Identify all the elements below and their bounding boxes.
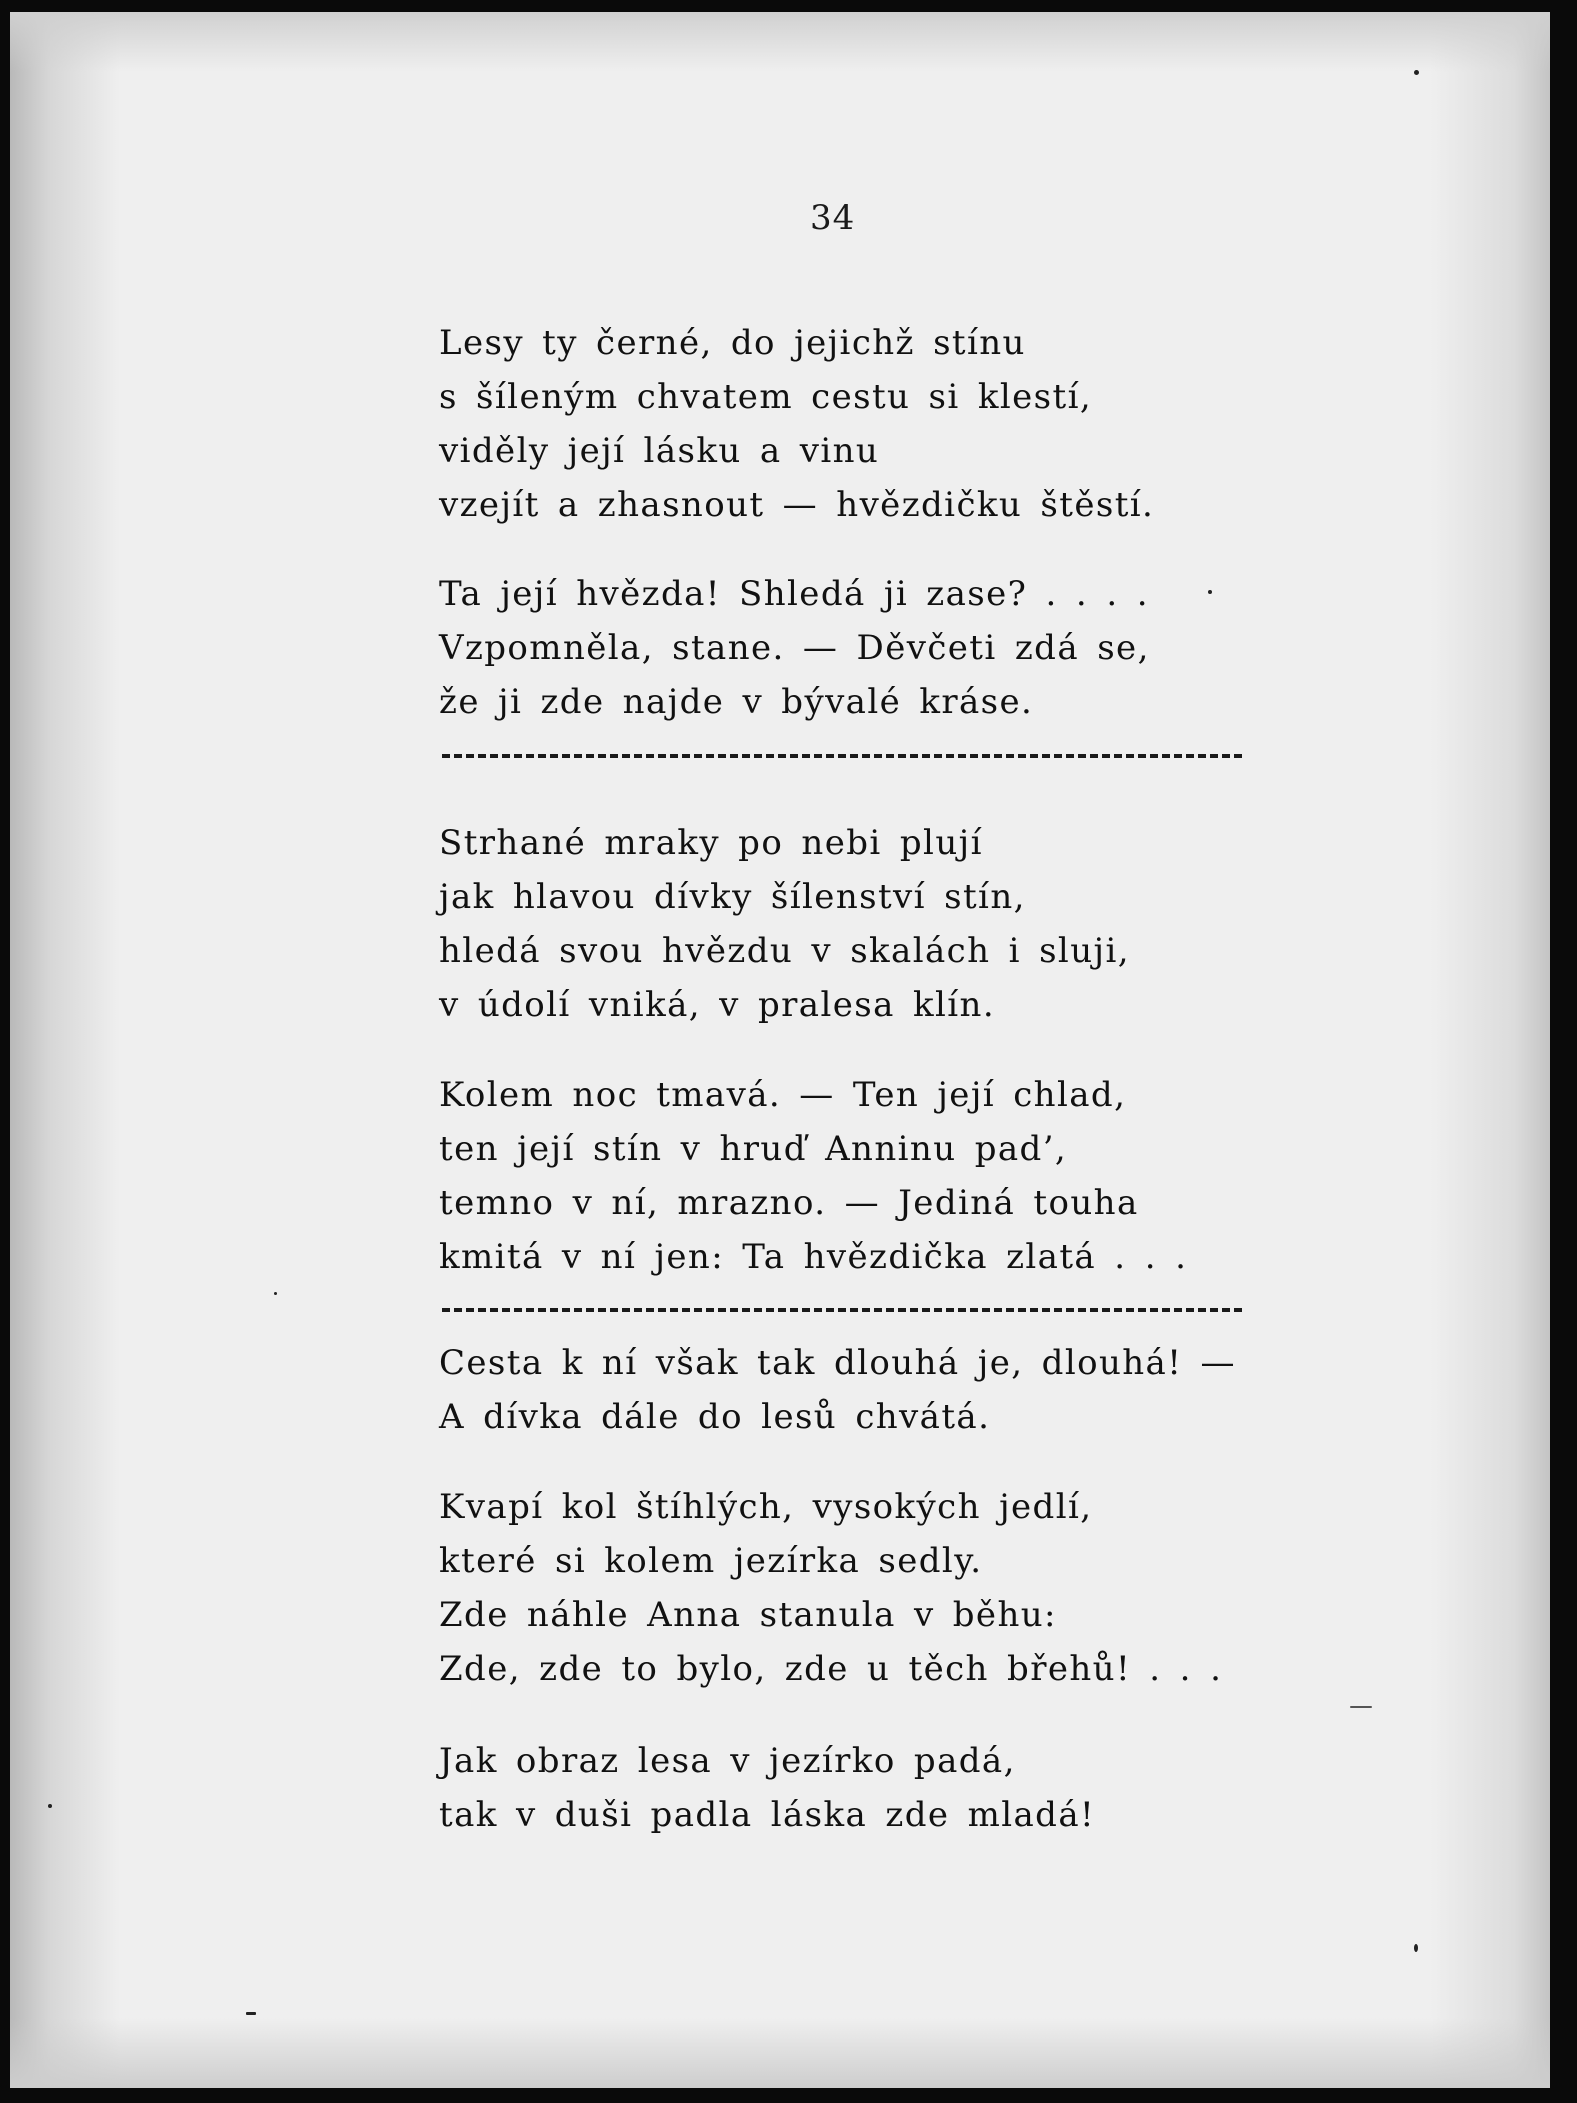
verse-line: Vzpomněla, stane. — Děvčeti zdá se,: [439, 628, 1150, 668]
verse-line: Jak obraz lesa v jezírko padá,: [439, 1741, 1016, 1781]
page-number: 34: [810, 198, 856, 238]
page-shadow-left: [10, 12, 120, 2088]
section-divider: [442, 1308, 1242, 1316]
section-divider: [442, 754, 1242, 762]
stanza: [439, 816, 1130, 1032]
scan-speck: [1350, 1706, 1372, 1708]
stanza: [439, 1336, 1236, 1444]
page-shadow-right: [1430, 12, 1550, 2088]
verse-line: tak v duši padla láska zde mladá!: [439, 1795, 1096, 1835]
scan-speck: [1414, 1944, 1418, 1952]
verse-line: viděly její lásku a vinu: [439, 431, 880, 471]
stanza: [439, 1734, 1095, 1842]
verse-line: že ji zde najde v bývalé kráse.: [439, 682, 1034, 722]
verse-line: Lesy ty černé, do jejichž stínu: [439, 323, 1026, 363]
verse-line: Kvapí kol štíhlých, vysokých jedlí,: [439, 1487, 1093, 1527]
verse-line: kmitá v ní jen: Ta hvězdička zlatá . . .: [439, 1237, 1188, 1277]
stanza: [439, 316, 1154, 532]
scan-speck: [246, 2012, 256, 2015]
verse-line: Zde náhle Anna stanula v běhu:: [439, 1595, 1057, 1635]
verse-line: temno v ní, mrazno. — Jediná touha: [439, 1183, 1139, 1223]
verse-line: A dívka dále do lesů chvátá.: [439, 1397, 991, 1437]
verse-line: vzejít a zhasnout — hvězdičku štěstí.: [439, 485, 1155, 525]
scan-speck: [1414, 70, 1419, 75]
verse-line: jak hlavou dívky šílenství stín,: [439, 877, 1026, 917]
verse-line: které si kolem jezírka sedly.: [439, 1541, 983, 1581]
scan-speck: [274, 1292, 277, 1295]
stanza: [439, 1480, 1222, 1696]
verse-line: v údolí vniká, v pralesa klín.: [439, 985, 996, 1025]
scan-speck: [48, 1804, 52, 1808]
verse-line: Cesta k ní však tak dlouhá je, dlouhá! —: [439, 1343, 1236, 1383]
stanza: [439, 567, 1150, 729]
stanza: [439, 1068, 1187, 1284]
book-page: [10, 12, 1550, 2088]
verse-line: Kolem noc tmavá. — Ten její chlad,: [439, 1075, 1127, 1115]
verse-line: Ta její hvězda! Shledá ji zase? . . . .: [439, 574, 1149, 614]
verse-line: hledá svou hvězdu v skalách i sluji,: [439, 931, 1130, 971]
page-shadow-bottom: [10, 2018, 1550, 2088]
verse-line: ten její stín v hruď Anninu pad’,: [439, 1129, 1068, 1169]
verse-line: s šíleným chvatem cestu si klestí,: [439, 377, 1093, 417]
page-shadow-top: [10, 12, 1550, 72]
scan-speck: [1208, 590, 1212, 594]
verse-line: Zde, zde to bylo, zde u těch břehů! . . .: [439, 1649, 1223, 1689]
verse-line: Strhané mraky po nebi plují: [439, 823, 983, 863]
